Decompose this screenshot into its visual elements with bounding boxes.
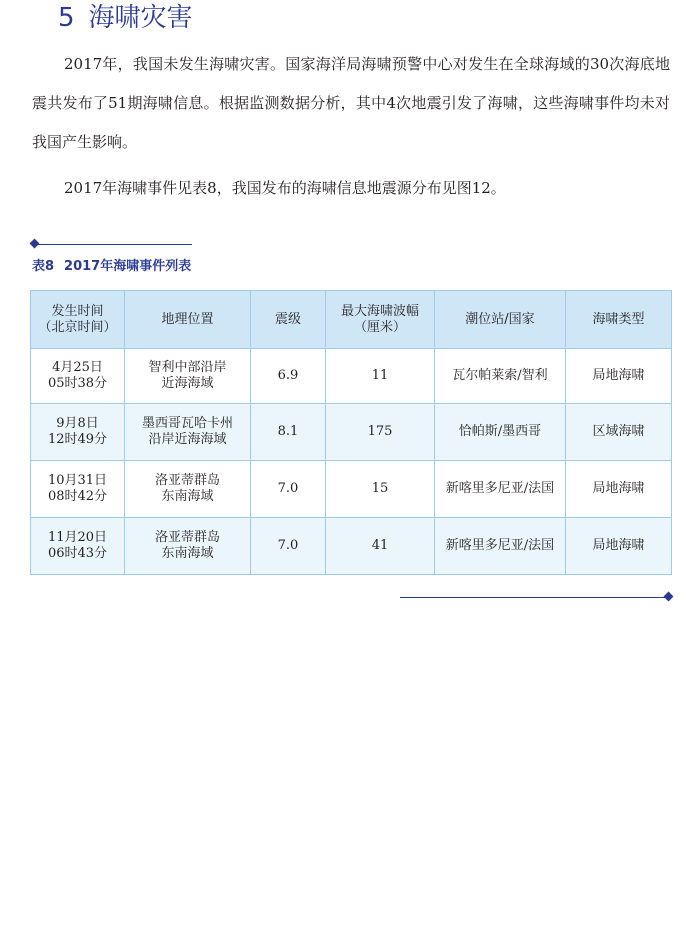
table-caption (32, 255, 191, 274)
section-heading (58, 0, 193, 36)
cell-location: 墨西哥瓦哈卡州 沿岸近海海域 (125, 404, 251, 461)
cell-magnitude: 7.0 (251, 461, 326, 518)
cell-magnitude: 6.9 (251, 349, 326, 404)
cell-location: 洛亚蒂群岛 东南海域 (125, 461, 251, 518)
table-end-divider (400, 597, 667, 598)
diamond-marker-icon (30, 239, 40, 249)
cell-time: 9月8日 12时49分 (31, 404, 125, 461)
cell-type: 区域海啸 (566, 404, 672, 461)
table-caption-label: 表8 (32, 259, 55, 274)
cell-magnitude: 7.0 (251, 518, 326, 575)
table-row (31, 518, 672, 575)
table-row (31, 349, 672, 404)
cell-station: 新喀里多尼亚/法国 (435, 461, 566, 518)
cell-amplitude: 175 (326, 404, 435, 461)
header-type: 海啸类型 (566, 291, 672, 349)
header-time: 发生时间 （北京时间） (31, 291, 125, 349)
cell-station: 瓦尔帕莱索/智利 (435, 349, 566, 404)
section-number: 5 (58, 3, 75, 33)
cell-amplitude: 15 (326, 461, 435, 518)
paragraph-summary: 2017年，我国未发生海啸灾害。国家海洋局海啸预警中心对发生在全球海域的30次海底地震共发布了51期海啸信息。根据监测数据分析，其中4次地震引发了海啸，这些海啸事件均未对我国产生影响。 (32, 55, 670, 151)
header-magnitude: 震级 (251, 291, 326, 349)
cell-time: 4月25日 05时38分 (31, 349, 125, 404)
cell-time: 11月20日 06时43分 (31, 518, 125, 575)
section-title: 海啸灾害 (88, 3, 193, 33)
caption-divider (36, 244, 192, 245)
cell-type: 局地海啸 (566, 461, 672, 518)
cell-location: 智利中部沿岸 近海海域 (125, 349, 251, 404)
table-row (31, 404, 672, 461)
cell-location: 洛亚蒂群岛 东南海域 (125, 518, 251, 575)
header-max-amplitude: 最大海啸波幅 （厘米） (326, 291, 435, 349)
cell-time: 10月31日 08时42分 (31, 461, 125, 518)
cell-station: 新喀里多尼亚/法国 (435, 518, 566, 575)
table-row (31, 461, 672, 518)
cell-amplitude: 11 (326, 349, 435, 404)
diamond-marker-icon (664, 592, 674, 602)
paragraph-reference: 2017年海啸事件见表8，我国发布的海啸信息地震源分布见图12。 (64, 179, 506, 197)
header-station: 潮位站/国家 (435, 291, 566, 349)
cell-station: 恰帕斯/墨西哥 (435, 404, 566, 461)
table-header-row (31, 291, 672, 349)
cell-type: 局地海啸 (566, 349, 672, 404)
header-location: 地理位置 (125, 291, 251, 349)
cell-magnitude: 8.1 (251, 404, 326, 461)
table-caption-title: 2017年海啸事件列表 (64, 259, 192, 274)
cell-type: 局地海啸 (566, 518, 672, 575)
tsunami-events-table (30, 290, 672, 575)
cell-amplitude: 41 (326, 518, 435, 575)
